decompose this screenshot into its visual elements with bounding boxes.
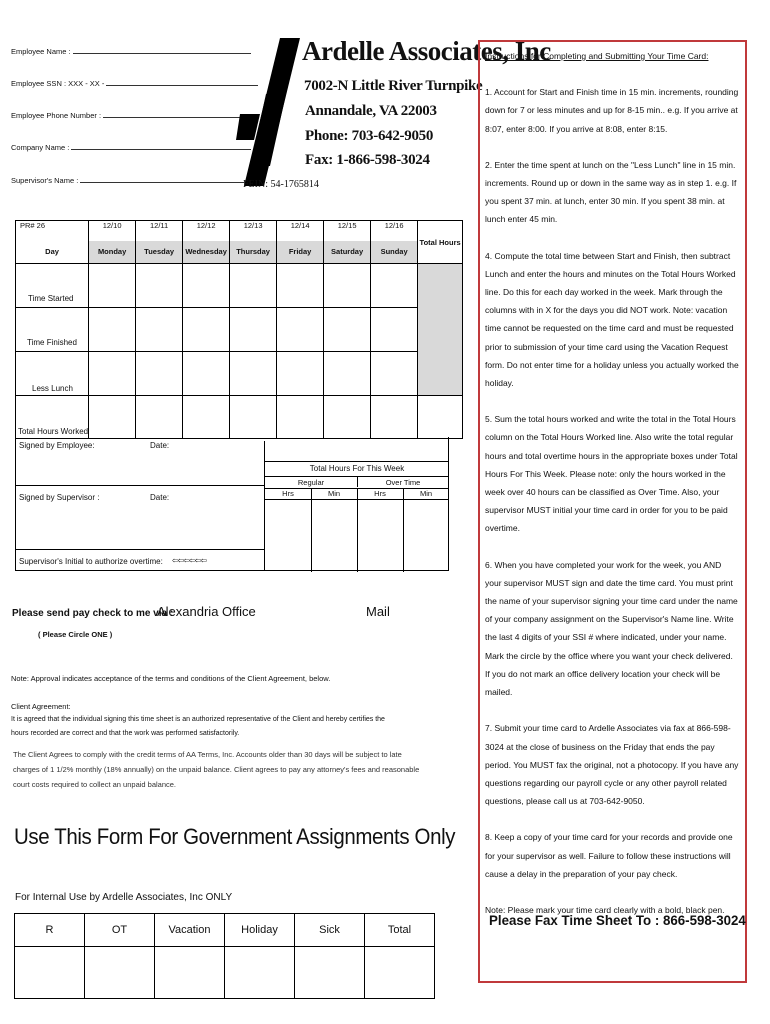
employee-ssn-row	[11, 79, 258, 88]
employee-phone-label: Employee Phone Number :	[11, 111, 102, 120]
instructions-panel	[478, 40, 747, 983]
min-label: Min	[327, 489, 341, 498]
instruction-step: 1. Account for Start and Finish time in 15 min. increments, rounding down for 7 or less minutes and up for 8-15 min.. e.g. If you arrive at 8:07, enter 8:00. If you arrive at 8:08, enter 8:15.	[485, 87, 739, 134]
time-cell[interactable]	[183, 352, 230, 396]
supervisor-name-field[interactable]	[80, 182, 244, 183]
divider	[15, 549, 265, 550]
instruction-step: 4. Compute the total time between Start and Finish, then subtract Lunch and enter the hours and minutes on the Total Hours Worked line. Do this for each day worked in the week. Mark through the columns with in X for the days you did NOT work. Note: vacation time cannot be requested on the time card and must be requested prior to submission of your time card using the Vacation Request form. Do not enter time for a holiday unless you actually worked the holiday.	[485, 250, 739, 389]
time-cell[interactable]	[371, 396, 418, 439]
time-cell[interactable]	[230, 308, 277, 352]
date-header: 12/14	[277, 221, 324, 241]
time-cell[interactable]	[230, 352, 277, 396]
divider	[265, 499, 449, 500]
terms-line: charges of 1 1/2% monthly (18% annually) on the unpaid balance. Client agrees to pay any attorney's fees and reasonable	[13, 765, 420, 774]
internal-cell[interactable]	[225, 947, 295, 999]
day-header: Friday	[277, 241, 324, 264]
company-name-row	[11, 143, 251, 152]
day-header: Saturday	[324, 241, 371, 264]
client-agreement-line: hours recorded are correct and that the work was performed satisfactorily.	[11, 730, 240, 737]
time-finished-label: Time Finished	[16, 308, 89, 352]
day-header: Tuesday	[136, 241, 183, 264]
day-header: Monday	[89, 241, 136, 264]
company-phone: Phone: 703-642-9050	[305, 128, 434, 144]
instruction-note: Note: Please mark your time card clearly with a bold, black pen.	[485, 904, 725, 915]
fax-banner: Please Fax Time Sheet To : 866-598-3024	[489, 912, 746, 928]
time-cell[interactable]	[371, 352, 418, 396]
overtime-label: Over Time	[357, 476, 449, 487]
pay-period-label: PR# 26	[16, 221, 89, 241]
internal-col-header: R	[15, 914, 85, 947]
paycheck-option-mail[interactable]: Mail	[366, 604, 390, 619]
time-cell[interactable]	[371, 308, 418, 352]
time-cell[interactable]	[136, 264, 183, 308]
overtime-hrs-cell[interactable]	[357, 488, 404, 572]
supervisor-name-row	[11, 176, 244, 185]
employee-name-field[interactable]	[73, 53, 251, 54]
internal-col-header: Total	[365, 914, 435, 947]
total-hours-worked-label: Total Hours Worked	[16, 396, 89, 439]
employee-name-row	[11, 47, 251, 56]
internal-col-header: Holiday	[225, 914, 295, 947]
company-city: Annandale, VA 22003	[305, 103, 437, 119]
employee-phone-field[interactable]	[103, 117, 257, 118]
time-cell[interactable]	[89, 308, 136, 352]
time-cell[interactable]	[89, 396, 136, 439]
date-header: 12/12	[183, 221, 230, 241]
time-cell[interactable]	[230, 396, 277, 439]
instructions-title: Instructions for Completing and Submitting Your Time Card:	[485, 51, 709, 61]
time-cell[interactable]	[324, 352, 371, 396]
government-heading: Use This Form For Government Assignments Only	[14, 824, 456, 849]
supervisor-initial-label: Supervisor's Initial to authorize overtime:	[19, 557, 163, 566]
regular-label: Regular	[265, 476, 358, 487]
internal-cell[interactable]	[15, 947, 85, 999]
time-cell[interactable]	[277, 352, 324, 396]
time-cell[interactable]	[89, 264, 136, 308]
total-hours-cell[interactable]	[418, 396, 463, 439]
time-cell[interactable]	[277, 264, 324, 308]
date-header: 12/15	[324, 221, 371, 241]
time-cell[interactable]	[183, 264, 230, 308]
paycheck-option-alexandria[interactable]: Alexandria Office	[157, 604, 256, 619]
client-agreement-line: It is agreed that the individual signing this time sheet is an authorized representative of the Client and hereby certifies the	[11, 716, 385, 723]
time-cell[interactable]	[324, 308, 371, 352]
date-header: 12/11	[136, 221, 183, 241]
supervisor-date-label: Date:	[150, 493, 170, 502]
weekly-totals-block	[264, 441, 449, 571]
min-label: Min	[419, 489, 433, 498]
terms-line: The Client Agrees to comply with the credit terms of AA Terms, Inc. Accounts older than 30 days will be subject to late	[13, 750, 402, 759]
signed-by-employee-label: Signed by Employee:	[19, 441, 95, 450]
time-cell[interactable]	[183, 396, 230, 439]
internal-cell[interactable]	[85, 947, 155, 999]
time-cell[interactable]	[89, 352, 136, 396]
regular-hrs-cell[interactable]	[265, 488, 312, 572]
timesheet-table	[15, 220, 463, 439]
date-header: 12/13	[230, 221, 277, 241]
time-cell[interactable]	[277, 308, 324, 352]
time-cell[interactable]	[324, 264, 371, 308]
overtime-min-cell[interactable]	[403, 488, 449, 572]
internal-col-header: OT	[85, 914, 155, 947]
approval-note: Note: Approval indicates acceptance of the terms and conditions of the Client Agreement, below.	[11, 674, 331, 683]
company-name-field[interactable]	[71, 149, 251, 150]
internal-use-table	[14, 913, 435, 999]
total-hours-header: Total Hours	[418, 221, 463, 264]
time-cell[interactable]	[371, 264, 418, 308]
internal-cell[interactable]	[295, 947, 365, 999]
employee-ssn-label: Employee SSN : XXX - XX -	[11, 79, 105, 88]
time-cell[interactable]	[136, 308, 183, 352]
internal-cell[interactable]	[365, 947, 435, 999]
internal-col-header: Sick	[295, 914, 365, 947]
arrows-icon: ⇦⇦⇦⇦⇦⇦	[172, 556, 207, 565]
instruction-step: 6. When you have completed your work for the week, you AND your supervisor MUST sign and date the time card. You must print the name of your supervisor signing your time card under the name of your company assignment on the Supervisor's Name line. Write the last 4 digits of your SSI # where indicated, under your name. Mark the circle by the office where you want your check delivered. If you do not mark an office delivery location your check will be mailed.	[485, 559, 738, 698]
internal-use-heading: For Internal Use by Ardelle Associates, Inc ONLY	[15, 892, 233, 903]
time-cell[interactable]	[183, 308, 230, 352]
internal-col-header: Vacation	[155, 914, 225, 947]
employee-phone-row	[11, 111, 257, 120]
time-cell[interactable]	[136, 352, 183, 396]
hrs-label: Hrs	[374, 489, 386, 498]
company-fax: Fax: 1-866-598-3024	[305, 152, 430, 168]
instruction-step: 2. Enter the time spent at lunch on the "Less Lunch" line in 15 min. increments. Round up or down in the same way as in step 1. e.g. If you spent 37 min. at lunch, enter 30 min. If you spent 38 min. at lunch enter 45 min.	[485, 159, 737, 225]
day-header: Wednesday	[183, 241, 230, 264]
signed-by-supervisor-label: Signed by Supervisor :	[19, 493, 100, 502]
time-cell[interactable]	[324, 396, 371, 439]
company-name-heading: Ardelle Associates, Inc	[302, 36, 551, 66]
client-agreement-heading: Client Agreement:	[11, 702, 71, 711]
date-header: 12/16	[371, 221, 418, 241]
less-lunch-label: Less Lunch	[16, 352, 89, 396]
employee-date-label: Date:	[150, 441, 170, 450]
date-header: 12/10	[89, 221, 136, 241]
company-name-label: Company Name :	[11, 143, 70, 152]
regular-min-cell[interactable]	[311, 488, 358, 572]
time-cell[interactable]	[277, 396, 324, 439]
day-header: Thursday	[230, 241, 277, 264]
supervisor-name-label: Supervisor's Name :	[11, 176, 79, 185]
divider	[15, 485, 265, 486]
instruction-step: 5. Sum the total hours worked and write the total in the Total Hours column on the Total Hours Worked line. Also write the total regular hours and total overtime hours in the appropriate boxes under Total Hours For This Week. Please note: only the hours worked in the week over 40 hours can be classified as Over Time. Also, your supervisor MUST initial your time card in order for you to be paid overtime.	[485, 414, 738, 534]
instruction-step: 8. Keep a copy of your time card for your records and provide one for your supervisor as well. Failure to follow these instructions will cause a delay in the preparation of your pay check.	[485, 832, 733, 879]
time-started-label: Time Started	[16, 264, 89, 308]
total-hours-week-label: Total Hours For This Week	[265, 461, 449, 473]
total-hours-shaded-cell	[418, 264, 463, 396]
day-label: Day	[16, 241, 89, 264]
time-cell[interactable]	[230, 264, 277, 308]
instruction-step: 7. Submit your time card to Ardelle Associates via fax at 866-598-3024 at the close of business on the Friday that ends the pay period. You MUST fax the original, not a photocopy. If you have any questions regarding our payroll cycle or any other payroll related questions, please call us at 703-642-9050.	[485, 723, 739, 807]
terms-line: court costs required to collect an unpaid balance.	[13, 780, 177, 789]
circle-one-note: ( Please Circle ONE )	[38, 630, 113, 639]
hrs-label: Hrs	[282, 489, 294, 498]
ardelle-logo-mark-icon	[236, 36, 302, 186]
company-address: 7002-N Little River Turnpike	[304, 78, 483, 94]
company-fein: FEIN: 54-1765814	[243, 179, 319, 190]
day-header: Sunday	[371, 241, 418, 264]
paycheck-prompt: Please send pay check to me via :	[12, 608, 174, 619]
time-cell[interactable]	[136, 396, 183, 439]
employee-name-label: Employee Name :	[11, 47, 71, 56]
internal-cell[interactable]	[155, 947, 225, 999]
